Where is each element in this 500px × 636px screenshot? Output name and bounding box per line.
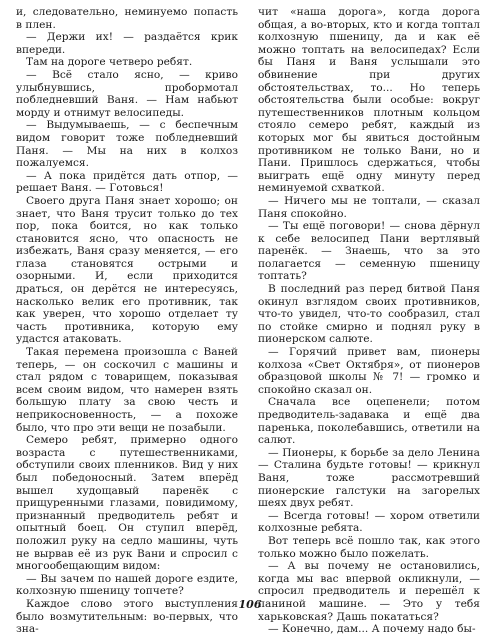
paragraph: — Всегда готовы! — хором ответили колхозные ребята. bbox=[258, 509, 480, 535]
paragraph: — А вы почему не остановились, когда мы вас впервой окликнули, — спросил предводитель и перешёл к паниной машине. — Это у тебя харьковская? Дашь покататься? bbox=[258, 560, 480, 623]
paragraph: Своего друга Паня знает хорошо; он знает, что Ваня трусит только до тех пор, пока боится, но как только становится ясно, что опасность не избежать, Ваня сразу меняется, — его глаза становятся острыми и озорными. И, если приходится драться, он дерётся не интересуясь, насколько велик его противник, так как уверен, что хорошо отделает ту часть противника, которую ему удастся атаковать. bbox=[16, 194, 238, 346]
paragraph: — Пионеры, к борьбе за дело Ленина — Сталина будьте готовы! — крикнул Ваня, тоже рассмотревший пионерские галстуки на загорелых шеях двух ребят. bbox=[258, 446, 480, 510]
page-number: 106 bbox=[238, 598, 262, 611]
paragraph: — Выдумываешь, — с беспечным видом говорит тоже побледневший Паня. — Мы на них в колхоз пожалуемся. bbox=[16, 119, 238, 170]
paragraph: Каждое слово этого выступления было возмутительным: во-первых, что зна- bbox=[16, 597, 238, 636]
left-text-column bbox=[16, 6, 238, 636]
paragraph: — Ты ещё поговори! — снова дёрнул к себе велосипед Пани вертлявый паренёк. — Знаешь, что за это полагается — семенную пшеницу топтать? bbox=[258, 220, 480, 283]
paragraph: Вот теперь всё пошло так, как этого только можно было пожелать. bbox=[258, 534, 480, 560]
paragraph: — Вы зачем по нашей дороге ездите, колхозную пшеницу топчете? bbox=[16, 572, 238, 598]
paragraph: — А пока придётся дать отпор, — решает Ваня. — Готовься! bbox=[16, 169, 238, 195]
paragraph: — Держи их! — раздаётся крик впереди. bbox=[16, 31, 238, 56]
right-text-column bbox=[258, 6, 480, 636]
paragraph: В последний раз перед битвой Паня окинул взглядом своих противников, что-то увидел, что-то сообразил, стал по стойке смирно и поднял руку в пионерском салюте. bbox=[258, 283, 480, 346]
paragraph: — Ничего мы не топтали, — сказал Паня спокойно. bbox=[258, 194, 480, 220]
paragraph: и, следовательно, неминуемо попасть в плен. bbox=[16, 6, 238, 31]
paragraph: — Всё стало ясно, — криво улыбнувшись, пробормотал побледневший Ваня. — Нам набьют морду и отнимут велосипеды. bbox=[16, 68, 238, 119]
paragraph: — Горячий привет вам, пионеры колхоза «Свет Октября», от пионеров образцовой школы № 7! — громко и спокойно сказал он. bbox=[258, 346, 480, 396]
paragraph: — Конечно, дам... А почему надо бы- bbox=[268, 623, 476, 636]
paragraph: Там на дороге четверо ребят. bbox=[26, 56, 193, 69]
paragraph: Сначала все оцепенели; потом предводитель-задавака и ещё два паренька, поколебавшись, ответили на салют. bbox=[258, 396, 480, 447]
paragraph: чит «наша дорога», когда дорога общая, а во-вторых, кто и когда топтал колхозную пшеницу, да и как её можно топтать на велосипедах? Если бы Паня и Ваня услышали это обвинение при других обстоятельствах, то... Но теперь обстоятельства были особые: вокруг путешественников плотным кольцом стояло семеро ребят, каждый из которых мог бы явиться достойным противником не только Вани, но и Пани. Пришлось сдержаться, чтобы выиграть ещё одну минуту перед неминуемой схваткой. bbox=[258, 6, 480, 195]
paragraph: Семеро ребят, примерно одного возраста с путешественниками, обступили своих пленников. Вид у них был победоносный. Затем вперёд вышел худощавый паренёк с прищуренными глазами, повидимому, признанный предводитель ребят и опытный боец. Он ступил вперёд, положил руку на седло машины, чуть не вырвав её из рук Вани и спросил с многообещающим видом: bbox=[16, 434, 238, 573]
paragraph: Такая перемена произошла с Ваней теперь, — он соскочил с машины и стал рядом с товарищем, показывая всем своим видом, что намерен взять большую плату за свою честь и неприкосновенность, — а похоже было, что про эти вещи не позабыли. bbox=[16, 346, 238, 434]
